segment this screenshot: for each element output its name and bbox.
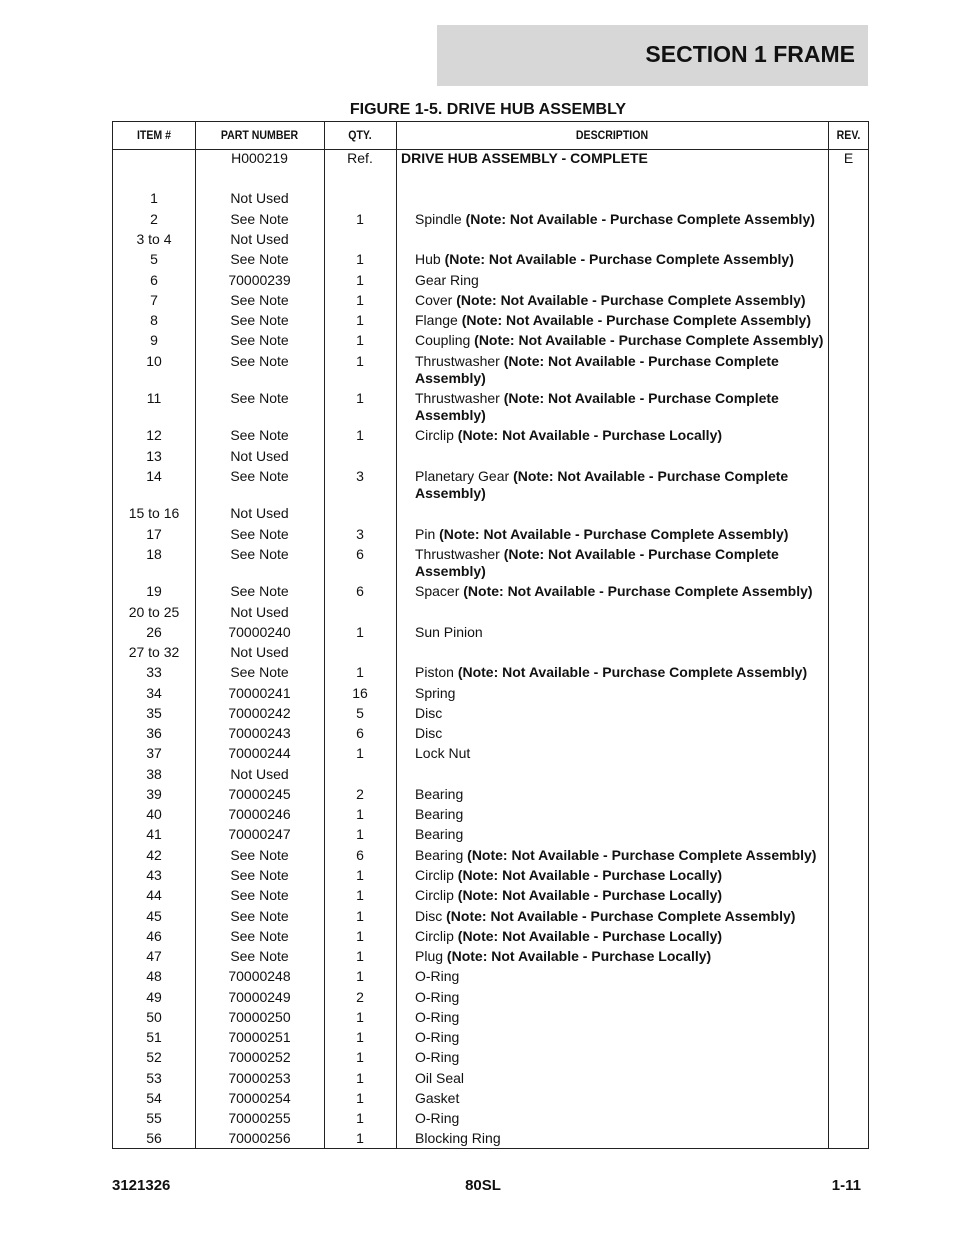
row-part-number: See Note	[230, 908, 289, 924]
row-quantity: 1	[356, 1110, 364, 1126]
row-item-number: 7	[150, 292, 158, 308]
row-quantity: 1	[356, 887, 364, 903]
row-item-number: 51	[146, 1029, 162, 1045]
row-part-number: See Note	[230, 390, 289, 406]
row-quantity: 1	[356, 251, 364, 267]
header-rev: REV.	[836, 128, 861, 142]
row-quantity: 1	[356, 272, 364, 288]
row-part-number: 70000246	[228, 806, 291, 822]
row-quantity: 1	[356, 1070, 364, 1086]
row-part-number: Not Used	[230, 644, 289, 660]
row-part-number: See Note	[230, 312, 289, 328]
row-description-text: Piston	[415, 664, 454, 680]
row-part-number: 70000243	[228, 725, 291, 741]
row-quantity: 1	[356, 1049, 364, 1065]
row-description-text: Thrustwasher	[415, 353, 500, 369]
row-part-number: Not Used	[230, 448, 289, 464]
footer-model: 80SL	[465, 1177, 501, 1194]
row-quantity: 1	[356, 806, 364, 822]
row-item-number: 3 to 4	[136, 231, 172, 247]
row-revision: E	[843, 150, 854, 166]
row-item-number: 41	[146, 826, 162, 842]
row-availability-note: (Note: Not Available - Purchase Complete Assembly)	[415, 390, 779, 423]
section-title: SECTION 1 FRAME	[645, 41, 855, 67]
row-description-text: Planetary Gear	[415, 468, 510, 484]
row-part-number: See Note	[230, 332, 289, 348]
row-description	[415, 806, 827, 823]
row-part-number: See Note	[230, 251, 289, 267]
row-item-number: 36	[146, 725, 162, 741]
row-description-text: O-Ring	[415, 1110, 460, 1126]
parts-table	[112, 121, 869, 1149]
row-item-number: 9	[150, 332, 158, 348]
row-quantity: 1	[356, 427, 364, 443]
row-part-number: 70000254	[228, 1090, 291, 1106]
row-availability-note: (Note: Not Available - Purchase Complete Assembly)	[439, 526, 789, 542]
row-quantity: Ref.	[347, 150, 373, 166]
row-item-number: 46	[146, 928, 162, 944]
row-part-number: See Note	[230, 948, 289, 964]
row-part-number: Not Used	[230, 766, 289, 782]
row-quantity: 6	[356, 725, 364, 741]
row-part-number: 70000240	[228, 624, 291, 640]
row-part-number: See Note	[230, 847, 289, 863]
section-banner	[437, 25, 868, 86]
row-part-number: See Note	[230, 427, 289, 443]
row-part-number: 70000248	[228, 968, 291, 984]
row-part-number: H000219	[231, 150, 288, 166]
row-part-number: See Note	[230, 292, 289, 308]
row-availability-note: (Note: Not Available - Purchase Complete Assembly)	[446, 908, 796, 924]
row-description	[415, 1049, 827, 1066]
row-part-number: See Note	[230, 887, 289, 903]
row-availability-note: (Note: Not Available - Purchase Locally)	[457, 427, 723, 443]
row-item-number: 47	[146, 948, 162, 964]
row-item-number: 40	[146, 806, 162, 822]
row-quantity: 2	[356, 786, 364, 802]
row-item-number: 42	[146, 847, 162, 863]
row-item-number: 39	[146, 786, 162, 802]
row-description	[415, 786, 827, 803]
row-availability-note: (Note: Not Available - Purchase Locally)	[457, 887, 723, 903]
row-availability-note: (Note: Not Available - Purchase Complete Assembly)	[415, 546, 779, 579]
row-description-text: Thrustwasher	[415, 546, 500, 562]
row-description	[415, 685, 827, 702]
row-availability-note: (Note: Not Available - Purchase Locally)	[446, 948, 712, 964]
row-quantity: 2	[356, 989, 364, 1005]
row-quantity: 1	[356, 968, 364, 984]
row-description	[415, 583, 827, 600]
row-description-text: Coupling	[415, 332, 471, 348]
row-item-number: 56	[146, 1130, 162, 1146]
row-description	[415, 427, 827, 444]
row-quantity: 1	[356, 312, 364, 328]
row-quantity: 1	[356, 948, 364, 964]
row-quantity: 1	[356, 867, 364, 883]
row-part-number: See Note	[230, 353, 289, 369]
row-description-text: Lock Nut	[415, 745, 471, 761]
row-description-text: Sun Pinion	[415, 624, 483, 640]
row-item-number: 54	[146, 1090, 162, 1106]
row-quantity: 1	[356, 292, 364, 308]
row-part-number: 70000250	[228, 1009, 291, 1025]
row-availability-note: (Note: Not Available - Purchase Complete Assembly)	[463, 583, 813, 599]
row-description-text: Circlip	[415, 867, 454, 883]
row-description-text: Disc	[415, 908, 443, 924]
row-description-text: Bearing	[415, 826, 464, 842]
row-item-number: 20 to 25	[128, 604, 180, 620]
row-item-number: 1	[150, 190, 158, 206]
row-item-number: 14	[146, 468, 162, 484]
row-part-number: 70000245	[228, 786, 291, 802]
row-description	[415, 1070, 827, 1087]
row-description-text: Circlip	[415, 427, 454, 443]
row-description	[415, 664, 827, 681]
row-item-number: 49	[146, 989, 162, 1005]
row-availability-note: (Note: Not Available - Purchase Complete Assembly)	[415, 353, 779, 386]
row-item-number: 18	[146, 546, 162, 562]
row-description-text: Disc	[415, 705, 443, 721]
row-quantity: 6	[356, 583, 364, 599]
row-quantity: 1	[356, 928, 364, 944]
row-item-number: 8	[150, 312, 158, 328]
row-description	[415, 272, 827, 289]
row-description-text: Circlip	[415, 887, 454, 903]
row-part-number: See Note	[230, 583, 289, 599]
row-part-number: See Note	[230, 526, 289, 542]
row-quantity: 1	[356, 745, 364, 761]
row-description-text: Spindle	[415, 211, 462, 227]
row-part-number: 70000251	[228, 1029, 291, 1045]
row-description	[415, 251, 827, 268]
header-description: DESCRIPTION	[575, 128, 649, 142]
row-availability-note: (Note: Not Available - Purchase Complete Assembly)	[457, 664, 808, 680]
row-item-number: 26	[146, 624, 162, 640]
row-description	[415, 1009, 827, 1026]
row-description	[415, 847, 827, 864]
row-description-text: Circlip	[415, 928, 454, 944]
row-description	[415, 292, 827, 309]
row-description-text: Flange	[415, 312, 458, 328]
row-description	[415, 353, 827, 387]
figure-title: FIGURE 1-5. DRIVE HUB ASSEMBLY	[349, 101, 627, 118]
row-quantity: 1	[356, 211, 364, 227]
row-description	[415, 826, 827, 843]
row-description-text: Bearing	[415, 786, 464, 802]
row-availability-note: (Note: Not Available - Purchase Complete Assembly)	[465, 211, 815, 227]
row-part-number: See Note	[230, 664, 289, 680]
row-item-number: 6	[150, 272, 158, 288]
header-item: ITEM #	[136, 128, 172, 142]
row-part-number: 70000241	[228, 685, 291, 701]
row-item-number: 48	[146, 968, 162, 984]
row-description	[415, 928, 827, 945]
row-description	[415, 725, 827, 742]
row-description-text: Bearing	[415, 806, 464, 822]
row-quantity: 1	[356, 908, 364, 924]
row-description-text: Plug	[415, 948, 444, 964]
row-description	[415, 526, 827, 543]
row-part-number: See Note	[230, 468, 289, 484]
row-item-number: 10	[146, 353, 162, 369]
row-part-number: Not Used	[230, 505, 289, 521]
row-quantity: 1	[356, 1130, 364, 1146]
row-part-number: 70000256	[228, 1130, 291, 1146]
row-description-text: Gear Ring	[415, 272, 479, 288]
row-description	[415, 1029, 827, 1046]
row-description	[415, 332, 827, 349]
row-description-text: Oil Seal	[415, 1070, 465, 1086]
row-part-number: 70000255	[228, 1110, 291, 1126]
row-description	[415, 390, 827, 424]
row-item-number: 5	[150, 251, 158, 267]
row-description	[415, 546, 827, 580]
row-quantity: 1	[356, 1029, 364, 1045]
row-description	[415, 968, 827, 985]
row-part-number: 70000252	[228, 1049, 291, 1065]
row-quantity: 6	[356, 546, 364, 562]
row-item-number: 44	[146, 887, 162, 903]
row-item-number: 53	[146, 1070, 162, 1086]
row-quantity: 1	[356, 624, 364, 640]
row-quantity: 3	[356, 468, 364, 484]
row-description-text: Cover	[415, 292, 453, 308]
row-description-text: Bearing	[415, 847, 464, 863]
row-item-number: 35	[146, 705, 162, 721]
row-description-text: Gasket	[415, 1090, 460, 1106]
row-description	[415, 867, 827, 884]
row-part-number: 70000244	[228, 745, 291, 761]
row-description-text: O-Ring	[415, 1009, 460, 1025]
row-description	[415, 705, 827, 722]
row-quantity: 3	[356, 526, 364, 542]
row-description	[415, 887, 827, 904]
row-description-text: O-Ring	[415, 989, 460, 1005]
row-part-number: 70000247	[228, 826, 291, 842]
row-availability-note: (Note: Not Available - Purchase Locally)	[457, 867, 723, 883]
row-item-number: 27 to 32	[128, 644, 180, 660]
row-description-text: Hub	[415, 251, 441, 267]
row-item-number: 33	[146, 664, 162, 680]
row-part-number: 70000253	[228, 1070, 291, 1086]
row-description-text: Disc	[415, 725, 443, 741]
row-part-number: 70000249	[228, 989, 291, 1005]
row-description-text: Thrustwasher	[415, 390, 500, 406]
row-quantity: 1	[356, 826, 364, 842]
row-item-number: 2	[150, 211, 158, 227]
row-description-text: DRIVE HUB ASSEMBLY - COMPLETE	[401, 150, 648, 166]
row-part-number: See Note	[230, 211, 289, 227]
row-quantity: 1	[356, 664, 364, 680]
row-item-number: 12	[146, 427, 162, 443]
row-part-number: 70000239	[228, 272, 291, 288]
row-availability-note: (Note: Not Available - Purchase Complete Assembly)	[467, 847, 817, 863]
row-description	[415, 1090, 827, 1107]
row-quantity: 1	[356, 1090, 364, 1106]
row-item-number: 52	[146, 1049, 162, 1065]
row-description	[415, 948, 827, 965]
row-item-number: 19	[146, 583, 162, 599]
row-description-text: Spacer	[415, 583, 460, 599]
row-part-number: Not Used	[230, 604, 289, 620]
row-availability-note: (Note: Not Available - Purchase Locally)	[457, 928, 723, 944]
row-description	[415, 312, 827, 329]
row-description	[415, 745, 827, 762]
row-quantity: 1	[356, 353, 364, 369]
row-quantity: 5	[356, 705, 364, 721]
row-availability-note: (Note: Not Available - Purchase Complete Assembly)	[461, 312, 812, 328]
row-description-text: Blocking Ring	[415, 1130, 501, 1146]
row-description	[415, 1110, 827, 1127]
row-item-number: 50	[146, 1009, 162, 1025]
row-availability-note: (Note: Not Available - Purchase Complete Assembly)	[474, 332, 824, 348]
row-item-number: 15 to 16	[128, 505, 180, 521]
row-description	[415, 908, 827, 925]
table-body	[113, 122, 868, 1148]
row-item-number: 17	[146, 526, 162, 542]
row-description	[415, 211, 827, 228]
row-description	[401, 150, 813, 167]
footer-doc-number: 3121326	[112, 1177, 171, 1194]
footer-page-number: 1-11	[831, 1177, 861, 1194]
row-part-number: See Note	[230, 867, 289, 883]
row-item-number: 11	[146, 390, 162, 406]
row-quantity: 1	[356, 332, 364, 348]
row-description	[415, 989, 827, 1006]
row-description	[415, 468, 827, 502]
row-item-number: 13	[146, 448, 162, 464]
row-quantity: 6	[356, 847, 364, 863]
row-description-text: O-Ring	[415, 968, 460, 984]
row-availability-note: (Note: Not Available - Purchase Complete Assembly)	[456, 292, 806, 308]
row-description-text: Spring	[415, 685, 456, 701]
row-part-number: Not Used	[230, 231, 289, 247]
row-item-number: 34	[146, 685, 162, 701]
row-item-number: 45	[146, 908, 162, 924]
row-part-number: See Note	[230, 546, 289, 562]
row-availability-note: (Note: Not Available - Purchase Complete Assembly)	[444, 251, 794, 267]
row-description-text: Pin	[415, 526, 436, 542]
row-item-number: 37	[146, 745, 162, 761]
row-quantity: 16	[352, 685, 368, 701]
row-description	[415, 1130, 827, 1147]
row-item-number: 38	[146, 766, 162, 782]
row-description	[415, 624, 827, 641]
row-item-number: 43	[146, 867, 162, 883]
header-qty: QTY.	[348, 128, 372, 142]
row-quantity: 1	[356, 390, 364, 406]
row-part-number: Not Used	[230, 190, 289, 206]
row-availability-note: (Note: Not Available - Purchase Complete Assembly)	[415, 468, 789, 501]
row-description-text: O-Ring	[415, 1049, 460, 1065]
header-part-number: PART NUMBER	[220, 128, 299, 142]
row-part-number: 70000242	[228, 705, 291, 721]
row-description-text: O-Ring	[415, 1029, 460, 1045]
row-item-number: 55	[146, 1110, 162, 1126]
row-quantity: 1	[356, 1009, 364, 1025]
row-part-number: See Note	[230, 928, 289, 944]
